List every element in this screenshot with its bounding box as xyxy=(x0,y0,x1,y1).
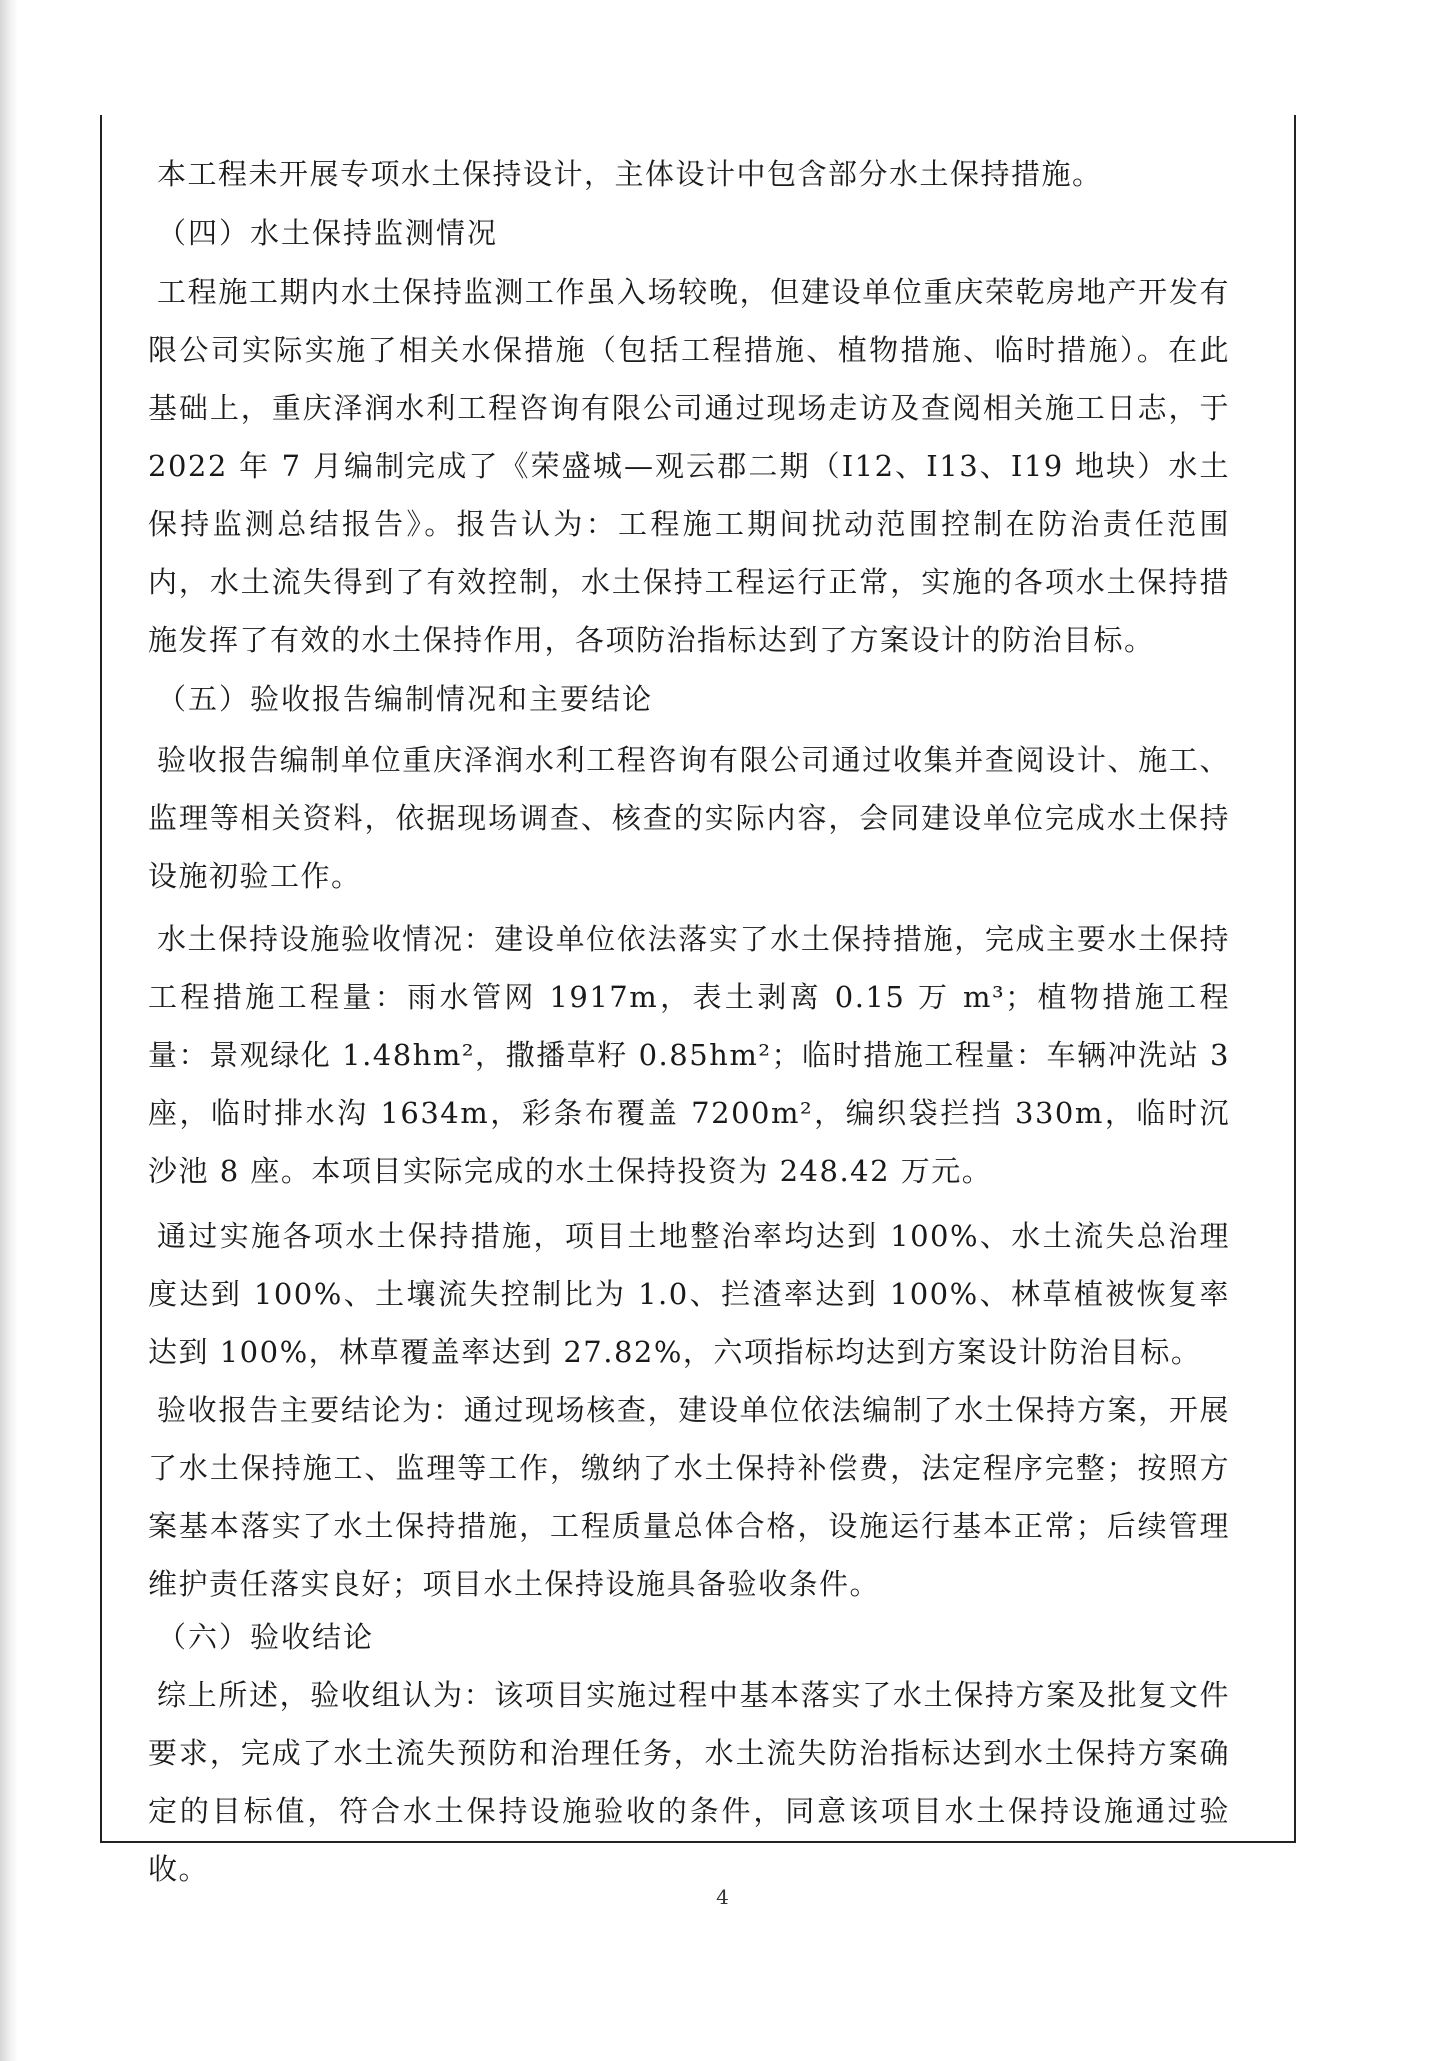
paragraph-monitoring: 工程施工期内水土保持监测工作虽入场较晚，但建设单位重庆荣乾房地产开发有限公司实际实施了相关水保措施（包括工程措施、植物措施、临时措施）。在此基础上，重庆泽润水利工程咨询有限公司通过现场走访及查阅相关施工日志，于 2022 年 7 月编制完成了《荣盛城—观云郡二期（I12、I13、I19 地块）水土保持监测总结报告》。报告认为：工程施工期间扰动范围控制在防治责任范围内，水土流失得到了有效控制，水土保持工程运行正常，实施的各项水土保持措施发挥了有效的水土保持作用，各项防治指标达到了方案设计的防治目标。 xyxy=(148,275,1230,657)
section-heading-report: （五）验收报告编制情况和主要结论 xyxy=(157,682,654,716)
paragraph-acceptance-status: 水土保持设施验收情况：建设单位依法落实了水土保持措施，完成主要水土保持工程措施工程量：雨水管网 1917m，表土剥离 0.15 万 m³；植物措施工程量：景观绿化 1.48hm²，撒播草籽 0.85hm²；临时措施工程量：车辆冲洗站 3 座，临时排水沟 1634m，彩条布覆盖 7200m²，编织袋拦挡 330m，临时沉沙池 8 座。本项目实际完成的水土保持投资为 248.42 万元。 xyxy=(148,922,1230,1188)
paragraph-main-conclusion: 验收报告主要结论为：通过现场核查，建设单位依法编制了水土保持方案，开展了水土保持施工、监理等工作，缴纳了水土保持补偿费，法定程序完整；按照方案基本落实了水土保持措施，工程质量总体合格，设施运行基本正常；后续管理维护责任落实良好；项目水土保持设施具备验收条件。 xyxy=(148,1393,1230,1601)
paragraph-indicators: 通过实施各项水土保持措施，项目土地整治率均达到 100%、水土流失总治理度达到 100%、土壤流失控制比为 1.0、拦渣率达到 100%、林草植被恢复率达到 100%，林草覆盖率达到 27.82%，六项指标均达到方案设计防治目标。 xyxy=(148,1219,1230,1369)
section-heading-monitoring: （四）水土保持监测情况 xyxy=(157,216,499,250)
paragraph-design-note: 本工程未开展专项水土保持设计，主体设计中包含部分水土保持措施。 xyxy=(157,157,1103,191)
section-heading-conclusion: （六）验收结论 xyxy=(157,1620,375,1654)
paragraph-final-conclusion: 综上所述，验收组认为：该项目实施过程中基本落实了水土保持方案及批复文件要求，完成了水土流失预防和治理任务，水土流失防治指标达到水土保持方案确定的目标值，符合水土保持设施验收的条件，同意该项目水土保持设施通过验收。 xyxy=(148,1678,1230,1886)
page-number: 4 xyxy=(716,1885,729,1909)
paragraph-report-preparation: 验收报告编制单位重庆泽润水利工程咨询有限公司通过收集并查阅设计、施工、监理等相关资料，依据现场调查、核查的实际内容，会同建设单位完成水土保持设施初验工作。 xyxy=(148,743,1230,893)
scan-edge-shadow xyxy=(0,0,18,2061)
